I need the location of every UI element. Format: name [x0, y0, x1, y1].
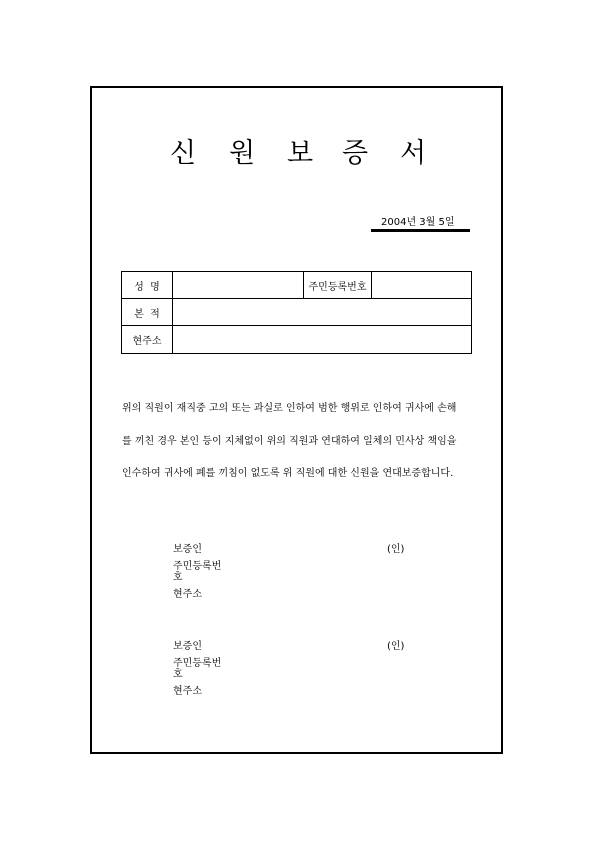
title-char: 보 — [287, 138, 314, 169]
guarantor-2-address-label: 현주소 — [173, 686, 202, 697]
origin-value — [173, 299, 472, 326]
address-value — [173, 326, 472, 354]
date-underline — [371, 229, 470, 232]
document-frame — [90, 86, 503, 754]
personal-info-table — [121, 271, 472, 354]
body-paragraph-1: 위의 직원이 재직중 고의 또는 과실로 인하여 범한 행위로 인하여 귀사에 손해 — [122, 403, 457, 414]
document-title — [0, 138, 595, 170]
body-paragraph-2: 를 끼친 경우 본인 등이 지체없이 위의 직원과 연대하여 일체의 민사상 책임을 — [122, 436, 457, 447]
name-value — [173, 272, 304, 299]
body-paragraph-3: 인수하여 귀사에 폐를 끼침이 없도록 위 직원에 대한 신원을 연대보증합니다. — [122, 468, 454, 479]
address-label: 현주소 — [122, 326, 173, 354]
guarantor-1-seal: (인) — [387, 544, 405, 555]
guarantor-1-id-label-line1: 주민등록번 — [173, 561, 222, 572]
guarantor-2-label: 보증인 — [173, 641, 202, 652]
name-label: 성 명 — [122, 272, 173, 299]
id-number-value — [372, 272, 472, 299]
title-char: 증 — [342, 138, 369, 169]
title-char: 원 — [229, 138, 256, 169]
guarantor-2-id-label-line1: 주민등록번 — [173, 658, 222, 669]
guarantor-2-seal: (인) — [387, 641, 405, 652]
id-number-label: 주민등록번호 — [304, 272, 372, 299]
origin-label: 본 적 — [122, 299, 173, 326]
title-char: 서 — [400, 138, 427, 169]
document-date: 2004년 3월 5일 — [381, 217, 455, 228]
guarantor-2-id-label-line2: 호 — [173, 669, 183, 680]
title-char: 신 — [170, 138, 197, 169]
guarantor-1-label: 보증인 — [173, 544, 202, 555]
guarantor-1-id-label-line2: 호 — [173, 572, 183, 583]
guarantor-1-address-label: 현주소 — [173, 589, 202, 600]
